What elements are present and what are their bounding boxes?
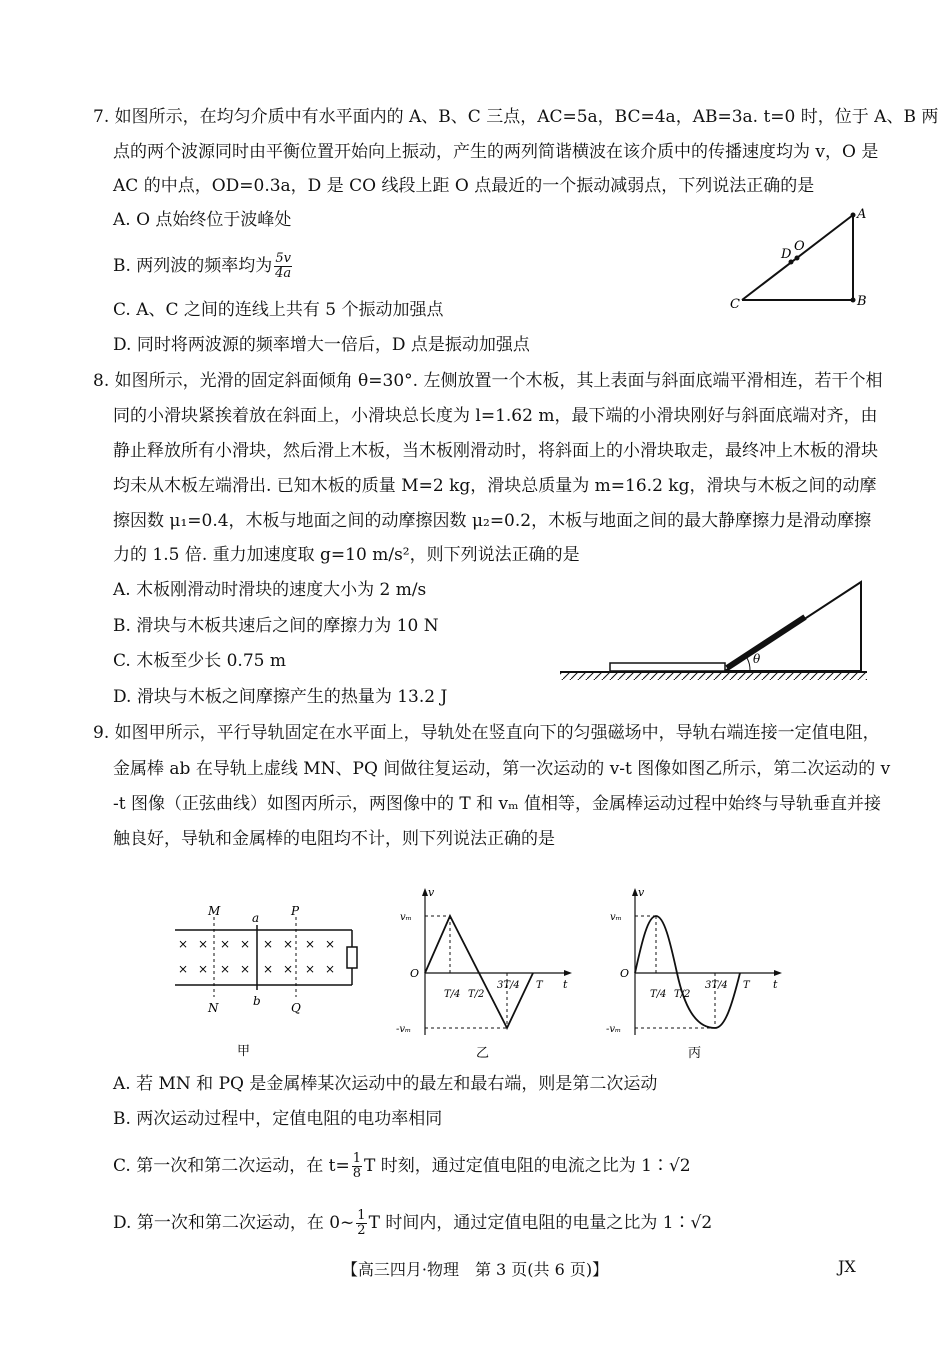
q9-option-c-text: C. 第一次和第二次运动，在 t=: [113, 1156, 350, 1176]
field-mark: ×: [305, 937, 316, 951]
fraction-numerator: 5v: [275, 251, 291, 266]
q7-option-b-text: B. 两列波的频率均为: [113, 256, 273, 276]
q8-option-b: B. 滑块与木板共速后之间的摩擦力为 10 N: [113, 616, 439, 636]
field-mark: ×: [220, 962, 231, 976]
q9-option-c: [113, 1152, 691, 1181]
field-mark: ×: [325, 962, 336, 976]
label-a: A: [857, 207, 867, 222]
q9-stem-line-4: 触良好，导轨和金属棒的电阻均不计，则下列说法正确的是: [113, 829, 555, 849]
q8-stem-line-6: 力的 1.5 倍. 重力加速度取 g=10 m/s²，则下列说法正确的是: [113, 545, 580, 565]
point-b: [851, 298, 856, 303]
q8-option-d: D. 滑块与木板之间摩擦产生的热量为 13.2 J: [113, 687, 448, 707]
label-t: t: [563, 978, 568, 991]
label-v: v: [638, 886, 645, 899]
angle-arc: [747, 658, 750, 671]
q8-stem-line-4: 均未从木板左端滑出. 已知木板的质量 M=2 kg，滑块总质量为 m=16.2 kg，滑块与木板之间的动摩: [113, 476, 877, 496]
sine-curve: [635, 916, 740, 1028]
fraction-denominator: 8: [352, 1166, 361, 1181]
q9-option-a: A. 若 MN 和 PQ 是金属棒某次运动中的最左和最右端，则是第二次运动: [113, 1074, 658, 1094]
fraction-denominator: 2: [357, 1223, 366, 1238]
q9-option-c-suffix: T 时刻，通过定值电阻的电流之比为 1∶√2: [363, 1156, 691, 1176]
q9-option-d-text: D. 第一次和第二次运动，在 0~: [113, 1213, 355, 1233]
tick-t2: T/2: [468, 989, 485, 1000]
q7-option-a: A. O 点始终位于波峰处: [113, 210, 292, 230]
fraction-denominator: 4a: [275, 266, 292, 281]
wooden-board: [610, 663, 725, 671]
footer-code: JX: [838, 1257, 856, 1276]
label-p: P: [291, 904, 300, 918]
label-vm: vₘ: [610, 912, 622, 923]
point-o: [795, 256, 800, 261]
label-n: N: [208, 1001, 219, 1015]
q9-option-d: [113, 1209, 712, 1238]
label-m: M: [208, 904, 221, 918]
label-d: D: [781, 247, 792, 262]
caption-bing: 丙: [688, 1046, 702, 1061]
q7-option-c: C. A、C 之间的连线上共有 5 个振动加强点: [113, 300, 444, 320]
field-mark: ×: [263, 937, 274, 951]
label-o: O: [620, 967, 630, 980]
q8-incline-figure: [555, 575, 875, 685]
field-mark: ×: [178, 937, 189, 951]
q9-option-d-fraction: [356, 1209, 366, 1238]
label-b: b: [253, 994, 261, 1008]
q7-stem-line-1: 7. 如图所示，在均匀介质中有水平面内的 A、B、C 三点，AC=5a，BC=4a，AB=3a. t=0 时，位于 A、B 两: [93, 107, 939, 127]
tick-t4: T/4: [444, 989, 461, 1000]
fraction-numerator: 1: [357, 1208, 366, 1223]
label-q: Q: [291, 1001, 301, 1015]
q9-option-d-suffix: T 时间内，通过定值电阻的电量之比为 1∶√2: [368, 1213, 713, 1233]
q9-figure-jia: [160, 895, 370, 1065]
resistor: [347, 947, 357, 968]
tick-3t4: 3T/4: [705, 980, 728, 991]
q8-option-a: A. 木板刚滑动时滑块的速度大小为 2 m/s: [113, 580, 427, 600]
sliders-on-incline: [727, 617, 805, 668]
q7-triangle-figure: [720, 200, 880, 320]
field-mark: ×: [198, 962, 209, 976]
label-o: O: [794, 239, 805, 254]
q7-stem-line-2: 点的两个波源同时由平衡位置开始向上振动，产生的两列简谐横波在该介质中的传播速度均为 v，O 是: [113, 142, 879, 162]
label-t: t: [773, 978, 778, 991]
label-vm: vₘ: [400, 912, 412, 923]
field-mark: ×: [178, 962, 189, 976]
field-mark: ×: [325, 937, 336, 951]
q9-figure-bing: [600, 885, 790, 1065]
field-mark: ×: [240, 937, 251, 951]
label-o: O: [410, 967, 420, 980]
label-c: C: [730, 297, 740, 312]
field-mark: ×: [220, 937, 231, 951]
field-mark: ×: [283, 937, 294, 951]
q8-stem-line-1: 8. 如图所示，光滑的固定斜面倾角 θ=30°. 左侧放置一个木板，其上表面与斜面底端平滑相连，若干个相: [93, 371, 883, 391]
label-theta: θ: [753, 652, 761, 666]
ground-hatching: [560, 673, 867, 680]
caption-yi: 乙: [476, 1046, 490, 1061]
q8-option-c: C. 木板至少长 0.75 m: [113, 651, 286, 671]
label-neg-vm: -vₘ: [396, 1024, 412, 1035]
v-t-line: [425, 916, 533, 1028]
q9-figure-yi: [390, 885, 580, 1065]
label-a: a: [252, 911, 260, 925]
page-footer: 【高三四月·物理 第 3 页(共 6 页)】: [341, 1260, 609, 1279]
caption-jia: 甲: [237, 1044, 251, 1059]
q7-option-b: [113, 252, 294, 281]
q7-option-d: D. 同时将两波源的频率增大一倍后，D 点是振动加强点: [113, 335, 530, 355]
field-mark: ×: [198, 937, 209, 951]
field-mark: ×: [283, 962, 294, 976]
point-a: [851, 213, 856, 218]
q9-option-c-fraction: [352, 1152, 362, 1181]
field-mark: ×: [240, 962, 251, 976]
tick-t: T: [743, 980, 750, 991]
t-axis-arrow: [774, 970, 782, 976]
label-b: B: [857, 294, 867, 309]
q9-stem-line-1: 9. 如图甲所示，平行导轨固定在水平面上，导轨处在竖直向下的匀强磁场中，导轨右端连接一定值电阻，: [93, 723, 880, 743]
q7-stem-line-3: AC 的中点，OD=0.3a，D 是 CO 线段上距 O 点最近的一个振动减弱点，下列说法正确的是: [113, 176, 815, 196]
t-axis-arrow: [564, 970, 572, 976]
q9-stem-line-2: 金属棒 ab 在导轨上虚线 MN、PQ 间做往复运动，第一次运动的 v-t 图像如图乙所示，第二次运动的 v: [113, 759, 891, 779]
label-neg-vm: -vₘ: [606, 1024, 622, 1035]
q8-stem-line-3: 静止释放所有小滑块，然后滑上木板，当木板刚滑动时，将斜面上的小滑块取走，最终冲上木板的滑块: [113, 441, 878, 461]
tick-t: T: [536, 980, 543, 991]
field-mark: ×: [263, 962, 274, 976]
fraction-numerator: 1: [352, 1151, 361, 1166]
q9-stem-line-3: -t 图像（正弦曲线）如图丙所示，两图像中的 T 和 vₘ 值相等，金属棒运动过程中始终与导轨垂直并接: [113, 794, 881, 814]
field-mark: ×: [305, 962, 316, 976]
q7-option-b-fraction: [274, 252, 292, 281]
label-v: v: [428, 886, 435, 899]
tick-3t4: 3T/4: [497, 980, 520, 991]
tick-t4: T/4: [650, 989, 667, 1000]
q8-stem-line-5: 擦因数 μ₁=0.4，木板与地面之间的动摩擦因数 μ₂=0.2，木板与地面之间的最大静摩擦力是滑动摩擦: [113, 511, 872, 531]
q9-option-b: B. 两次运动过程中，定值电阻的电功率相同: [113, 1109, 443, 1129]
q8-stem-line-2: 同的小滑块紧挨着放在斜面上，小滑块总长度为 l=1.62 m，最下端的小滑块刚好与斜面底端对齐，由: [113, 406, 878, 426]
tick-t2: T/2: [674, 989, 691, 1000]
